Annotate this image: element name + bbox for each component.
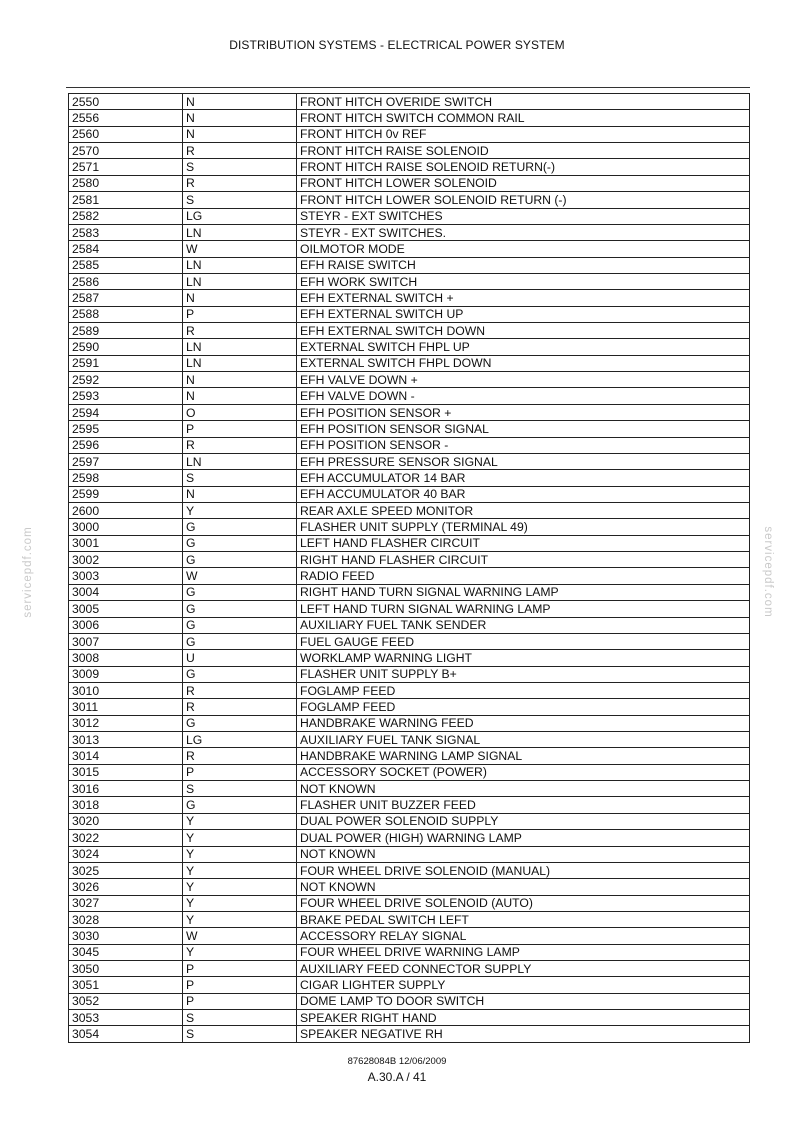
wire-table (68, 93, 750, 1043)
table-row (69, 699, 750, 715)
wire-color-cell: Y (183, 502, 297, 518)
wire-description-cell: RIGHT HAND FLASHER CIRCUIT (297, 552, 750, 568)
wire-color-cell: S (183, 1026, 297, 1042)
wire-color-cell: R (183, 175, 297, 191)
wire-color-cell: R (183, 143, 297, 159)
table-row (69, 617, 750, 633)
table-row (69, 781, 750, 797)
wire-number-cell: 3051 (69, 977, 183, 993)
wire-number-cell: 2556 (69, 110, 183, 126)
table-row (69, 323, 750, 339)
wire-color-cell: R (183, 323, 297, 339)
wire-number-cell: 3006 (69, 617, 183, 633)
wire-color-cell: LN (183, 339, 297, 355)
wire-description-cell: AUXILIARY FUEL TANK SENDER (297, 617, 750, 633)
wire-description-cell: EFH WORK SWITCH (297, 273, 750, 289)
wire-color-cell: LN (183, 355, 297, 371)
wire-description-cell: FLASHER UNIT BUZZER FEED (297, 797, 750, 813)
wire-number-cell: 2592 (69, 372, 183, 388)
table-row (69, 388, 750, 404)
wire-number-cell: 3008 (69, 650, 183, 666)
wire-number-cell: 3004 (69, 584, 183, 600)
wire-number-cell: 3013 (69, 732, 183, 748)
wire-number-cell: 3016 (69, 781, 183, 797)
wire-color-cell: Y (183, 846, 297, 862)
wire-description-cell: FLASHER UNIT SUPPLY B+ (297, 666, 750, 682)
wire-description-cell: FRONT HITCH OVERIDE SWITCH (297, 94, 750, 110)
wire-description-cell: FOGLAMP FEED (297, 699, 750, 715)
table-row (69, 748, 750, 764)
wire-description-cell: OILMOTOR MODE (297, 241, 750, 257)
table-row (69, 110, 750, 126)
table-row (69, 961, 750, 977)
wire-description-cell: LEFT HAND TURN SIGNAL WARNING LAMP (297, 601, 750, 617)
wire-description-cell: AUXILIARY FUEL TANK SIGNAL (297, 732, 750, 748)
wire-number-cell: 3045 (69, 944, 183, 960)
wire-color-cell: G (183, 584, 297, 600)
table-row (69, 584, 750, 600)
watermark-left: servicepdf.com (22, 526, 34, 618)
wire-color-cell: G (183, 601, 297, 617)
wire-description-cell: FOUR WHEEL DRIVE SOLENOID (MANUAL) (297, 862, 750, 878)
table-row (69, 715, 750, 731)
wire-number-cell: 3028 (69, 911, 183, 927)
wire-number-cell: 3001 (69, 535, 183, 551)
wire-color-cell: U (183, 650, 297, 666)
header-divider (66, 87, 750, 88)
wire-color-cell: R (183, 682, 297, 698)
wire-color-cell: S (183, 192, 297, 208)
wire-color-cell: LG (183, 732, 297, 748)
wire-color-cell: P (183, 764, 297, 780)
wire-number-cell: 2560 (69, 126, 183, 142)
table-row (69, 453, 750, 469)
wire-color-cell: P (183, 961, 297, 977)
wire-description-cell: EFH VALVE DOWN + (297, 372, 750, 388)
table-row (69, 895, 750, 911)
wire-color-cell: S (183, 470, 297, 486)
wire-description-cell: STEYR - EXT SWITCHES. (297, 224, 750, 240)
wire-description-cell: FRONT HITCH 0v REF (297, 126, 750, 142)
wire-color-cell: Y (183, 879, 297, 895)
wire-number-cell: 2590 (69, 339, 183, 355)
wire-number-cell: 3026 (69, 879, 183, 895)
wire-number-cell: 3015 (69, 764, 183, 780)
wire-description-cell: SPEAKER NEGATIVE RH (297, 1026, 750, 1042)
wire-description-cell: EFH ACCUMULATOR 40 BAR (297, 486, 750, 502)
wire-color-cell: Y (183, 944, 297, 960)
wire-color-cell: W (183, 928, 297, 944)
wire-number-cell: 2596 (69, 437, 183, 453)
table-row (69, 830, 750, 846)
wire-number-cell: 2586 (69, 273, 183, 289)
wire-number-cell: 3053 (69, 1010, 183, 1026)
watermark-right: servicepdf.com (762, 526, 774, 618)
table-row (69, 568, 750, 584)
wire-number-cell: 3000 (69, 519, 183, 535)
table-row (69, 1010, 750, 1026)
wire-color-cell: N (183, 290, 297, 306)
table-row (69, 470, 750, 486)
table-row (69, 486, 750, 502)
wire-number-cell: 2594 (69, 404, 183, 420)
wire-color-cell: LG (183, 208, 297, 224)
wire-number-cell: 2550 (69, 94, 183, 110)
wire-description-cell: RADIO FEED (297, 568, 750, 584)
wire-description-cell: EFH ACCUMULATOR 14 BAR (297, 470, 750, 486)
table-row (69, 355, 750, 371)
wire-color-cell: S (183, 781, 297, 797)
wire-description-cell: FOGLAMP FEED (297, 682, 750, 698)
wire-number-cell: 3020 (69, 813, 183, 829)
wire-color-cell: N (183, 372, 297, 388)
wire-number-cell: 3009 (69, 666, 183, 682)
wire-description-cell: HANDBRAKE WARNING FEED (297, 715, 750, 731)
wire-description-cell: EFH POSITION SENSOR + (297, 404, 750, 420)
wire-color-cell: Y (183, 911, 297, 927)
table-row (69, 372, 750, 388)
table-row (69, 306, 750, 322)
wire-number-cell: 2584 (69, 241, 183, 257)
wire-description-cell: EFH PRESSURE SENSOR SIGNAL (297, 453, 750, 469)
wire-color-cell: G (183, 519, 297, 535)
table-row (69, 682, 750, 698)
wire-color-cell: R (183, 437, 297, 453)
wire-description-cell: RIGHT HAND TURN SIGNAL WARNING LAMP (297, 584, 750, 600)
wire-number-cell: 2585 (69, 257, 183, 273)
wire-number-cell: 3025 (69, 862, 183, 878)
wire-number-cell: 2591 (69, 355, 183, 371)
wire-color-cell: S (183, 159, 297, 175)
table-row (69, 224, 750, 240)
wire-color-cell: N (183, 388, 297, 404)
wire-number-cell: 2582 (69, 208, 183, 224)
wire-description-cell: AUXILIARY FEED CONNECTOR SUPPLY (297, 961, 750, 977)
wire-number-cell: 2588 (69, 306, 183, 322)
table-row (69, 862, 750, 878)
table-row (69, 601, 750, 617)
wire-number-cell: 2593 (69, 388, 183, 404)
wire-description-cell: REAR AXLE SPEED MONITOR (297, 502, 750, 518)
wire-number-cell: 2583 (69, 224, 183, 240)
table-row (69, 421, 750, 437)
wire-color-cell: G (183, 633, 297, 649)
wire-color-cell: N (183, 126, 297, 142)
wire-number-cell: 3012 (69, 715, 183, 731)
wire-number-cell: 2587 (69, 290, 183, 306)
wire-description-cell: DUAL POWER SOLENOID SUPPLY (297, 813, 750, 829)
wire-color-cell: Y (183, 813, 297, 829)
table-row (69, 404, 750, 420)
wire-number-cell: 3050 (69, 961, 183, 977)
table-row (69, 535, 750, 551)
table-row (69, 879, 750, 895)
wire-description-cell: FLASHER UNIT SUPPLY (TERMINAL 49) (297, 519, 750, 535)
wire-number-cell: 3024 (69, 846, 183, 862)
wire-color-cell: S (183, 1010, 297, 1026)
wire-table-body (69, 94, 750, 1043)
wire-color-cell: G (183, 797, 297, 813)
wire-description-cell: DOME LAMP TO DOOR SWITCH (297, 993, 750, 1009)
wire-number-cell: 2597 (69, 453, 183, 469)
wire-color-cell: LN (183, 453, 297, 469)
wire-description-cell: FRONT HITCH SWITCH COMMON RAIL (297, 110, 750, 126)
table-row (69, 175, 750, 191)
table-row (69, 437, 750, 453)
wire-description-cell: EXTERNAL SWITCH FHPL UP (297, 339, 750, 355)
wire-number-cell: 2600 (69, 502, 183, 518)
wire-color-cell: LN (183, 257, 297, 273)
document-code: 87628084B 12/06/2009 (347, 1056, 447, 1067)
wire-color-cell: G (183, 552, 297, 568)
wire-description-cell: EFH EXTERNAL SWITCH DOWN (297, 323, 750, 339)
wire-color-cell: R (183, 748, 297, 764)
wire-description-cell: CIGAR LIGHTER SUPPLY (297, 977, 750, 993)
table-row (69, 911, 750, 927)
wire-color-cell: O (183, 404, 297, 420)
wire-color-cell: W (183, 241, 297, 257)
table-row (69, 552, 750, 568)
wire-description-cell: EXTERNAL SWITCH FHPL DOWN (297, 355, 750, 371)
wire-color-cell: G (183, 617, 297, 633)
wire-description-cell: BRAKE PEDAL SWITCH LEFT (297, 911, 750, 927)
table-row (69, 846, 750, 862)
wire-number-cell: 2598 (69, 470, 183, 486)
wire-description-cell: EFH POSITION SENSOR SIGNAL (297, 421, 750, 437)
wire-description-cell: NOT KNOWN (297, 879, 750, 895)
wire-description-cell: FRONT HITCH RAISE SOLENOID (297, 143, 750, 159)
table-row (69, 633, 750, 649)
wire-number-cell: 3003 (69, 568, 183, 584)
table-row (69, 928, 750, 944)
table-row (69, 732, 750, 748)
wire-color-cell: P (183, 306, 297, 322)
wire-number-cell: 3022 (69, 830, 183, 846)
wire-color-cell: P (183, 977, 297, 993)
table-row (69, 797, 750, 813)
wire-description-cell: SPEAKER RIGHT HAND (297, 1010, 750, 1026)
wire-description-cell: HANDBRAKE WARNING LAMP SIGNAL (297, 748, 750, 764)
wire-color-cell: G (183, 666, 297, 682)
page-title: DISTRIBUTION SYSTEMS - ELECTRICAL POWER SYSTEM (229, 38, 565, 52)
table-row (69, 143, 750, 159)
wire-color-cell: Y (183, 862, 297, 878)
table-row (69, 944, 750, 960)
wire-description-cell: STEYR - EXT SWITCHES (297, 208, 750, 224)
wire-description-cell: NOT KNOWN (297, 846, 750, 862)
wire-description-cell: FOUR WHEEL DRIVE WARNING LAMP (297, 944, 750, 960)
wire-description-cell: FOUR WHEEL DRIVE SOLENOID (AUTO) (297, 895, 750, 911)
table-row (69, 94, 750, 110)
wire-color-cell: N (183, 94, 297, 110)
wire-number-cell: 2595 (69, 421, 183, 437)
table-row (69, 290, 750, 306)
wire-number-cell: 3054 (69, 1026, 183, 1042)
wire-description-cell: ACCESSORY RELAY SIGNAL (297, 928, 750, 944)
wire-color-cell: W (183, 568, 297, 584)
wire-number-cell: 3027 (69, 895, 183, 911)
wire-color-cell: N (183, 486, 297, 502)
wire-number-cell: 2580 (69, 175, 183, 191)
wire-number-cell: 3011 (69, 699, 183, 715)
wire-number-cell: 2599 (69, 486, 183, 502)
wire-color-cell: Y (183, 895, 297, 911)
wire-description-cell: EFH POSITION SENSOR - (297, 437, 750, 453)
wire-description-cell: WORKLAMP WARNING LIGHT (297, 650, 750, 666)
wire-number-cell: 3030 (69, 928, 183, 944)
wire-number-cell: 3018 (69, 797, 183, 813)
wire-color-cell: G (183, 535, 297, 551)
wire-description-cell: NOT KNOWN (297, 781, 750, 797)
wire-description-cell: LEFT HAND FLASHER CIRCUIT (297, 535, 750, 551)
table-row (69, 126, 750, 142)
table-row (69, 1026, 750, 1042)
wire-number-cell: 3014 (69, 748, 183, 764)
wire-number-cell: 3052 (69, 993, 183, 1009)
wire-description-cell: DUAL POWER (HIGH) WARNING LAMP (297, 830, 750, 846)
table-row (69, 650, 750, 666)
table-row (69, 764, 750, 780)
table-row (69, 159, 750, 175)
table-row (69, 257, 750, 273)
wire-color-cell: LN (183, 273, 297, 289)
table-row (69, 192, 750, 208)
wire-number-cell: 2571 (69, 159, 183, 175)
wire-number-cell: 2581 (69, 192, 183, 208)
table-row (69, 666, 750, 682)
wire-description-cell: FRONT HITCH RAISE SOLENOID RETURN(-) (297, 159, 750, 175)
wire-number-cell: 3007 (69, 633, 183, 649)
wire-number-cell: 3005 (69, 601, 183, 617)
wire-color-cell: Y (183, 830, 297, 846)
wire-description-cell: EFH RAISE SWITCH (297, 257, 750, 273)
wire-description-cell: EFH VALVE DOWN - (297, 388, 750, 404)
wire-number-cell: 3002 (69, 552, 183, 568)
wire-color-cell: P (183, 421, 297, 437)
wire-number-cell: 3010 (69, 682, 183, 698)
wire-number-cell: 2570 (69, 143, 183, 159)
table-row (69, 977, 750, 993)
table-row (69, 241, 750, 257)
wire-description-cell: ACCESSORY SOCKET (POWER) (297, 764, 750, 780)
table-row (69, 813, 750, 829)
wire-color-cell: R (183, 699, 297, 715)
table-row (69, 502, 750, 518)
wire-color-cell: G (183, 715, 297, 731)
table-row (69, 273, 750, 289)
page-number: A.30.A / 41 (367, 1070, 427, 1084)
table-row (69, 519, 750, 535)
wire-color-cell: LN (183, 224, 297, 240)
table-row (69, 208, 750, 224)
wire-description-cell: FRONT HITCH LOWER SOLENOID RETURN (-) (297, 192, 750, 208)
wire-color-cell: P (183, 993, 297, 1009)
wire-description-cell: FRONT HITCH LOWER SOLENOID (297, 175, 750, 191)
wire-description-cell: EFH EXTERNAL SWITCH + (297, 290, 750, 306)
table-row (69, 993, 750, 1009)
table-row (69, 339, 750, 355)
wire-number-cell: 2589 (69, 323, 183, 339)
wire-description-cell: FUEL GAUGE FEED (297, 633, 750, 649)
wire-description-cell: EFH EXTERNAL SWITCH UP (297, 306, 750, 322)
wire-color-cell: N (183, 110, 297, 126)
